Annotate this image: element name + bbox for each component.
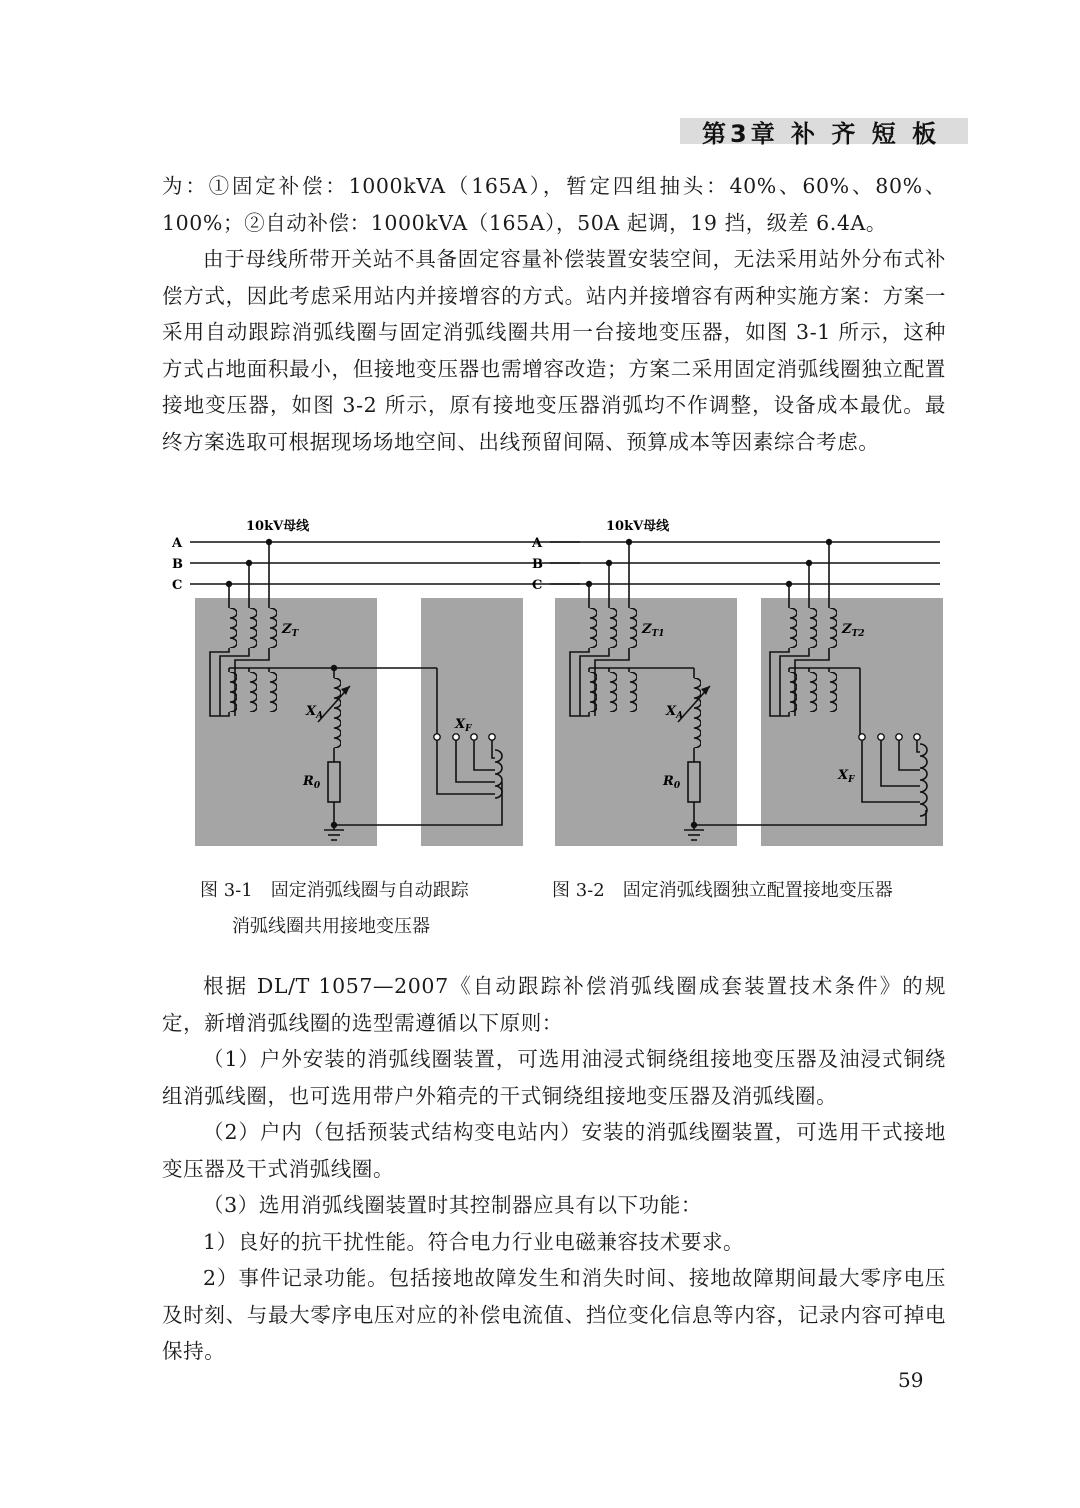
- label-zt2: $Z_{T2}$: [842, 622, 865, 639]
- body-text-top: [162, 168, 946, 460]
- bus-label: 10kV母线: [246, 519, 310, 534]
- phase-label-a: A: [172, 536, 183, 551]
- figure-3-1-caption-line1: 图 3-1 固定消弧线圈与自动跟踪: [200, 880, 469, 901]
- phase-label-b: B: [172, 557, 183, 572]
- figure-3-2: [531, 518, 943, 846]
- chapter-title: 第3章 补 齐 短 板: [702, 120, 941, 148]
- page-number: 59: [898, 1368, 924, 1392]
- label-xa: $X_A$: [306, 704, 324, 721]
- junction-dot: [226, 581, 232, 587]
- label-zt: $Z_T$: [282, 622, 299, 639]
- label-xf: $X_F$: [455, 717, 472, 734]
- label-xa: $X_A$: [666, 704, 684, 721]
- bus-label: 10kV母线: [606, 519, 670, 534]
- label-xf: $X_F$: [838, 768, 855, 785]
- paragraph: （2）户内（包括预装式结构变电站内）安装的消弧线圈装置，可选用干式接地变压器及干式消弧线圈。: [162, 1120, 946, 1181]
- paragraph: 2）事件记录功能。包括接地故障发生和消失时间、接地故障期间最大零序电压及时刻、与最大零序电压对应的补偿电流值、挡位变化信息等内容，记录内容可掉电保持。: [162, 1266, 946, 1363]
- circuit-figures: [0, 500, 1080, 920]
- figure-3-1-caption-line2: 消弧线圈共用接地变压器: [232, 916, 430, 937]
- junction-dot: [266, 539, 272, 545]
- paragraph: （3）选用消弧线圈装置时其控制器应具有以下功能：: [203, 1193, 702, 1217]
- label-r0: $R_0$: [663, 774, 681, 791]
- junction-dot: [331, 665, 337, 671]
- paragraph: 为：①固定补偿：1000kVA（165A），暂定四组抽头：40%、60%、80%、100%；②自动补偿：1000kVA（165A），50A 起调，19 挡，级差 6.4A。: [162, 174, 946, 235]
- junction-dot: [246, 560, 252, 566]
- label-r0: $R_0$: [303, 774, 321, 791]
- phase-label-c: C: [172, 578, 183, 593]
- phase-label-b: B: [532, 557, 543, 572]
- paragraph: 1）良好的抗干扰性能。符合电力行业电磁兼容技术要求。: [203, 1229, 745, 1254]
- figure-3-1: [171, 518, 580, 846]
- paragraph: 根据 DL/T 1057—2007《自动跟踪补偿消弧线圈成套装置技术条件》的规定，新增消弧线圈的选型需遵循以下原则：: [162, 974, 946, 1035]
- body-text-bottom: [162, 968, 946, 1370]
- paragraph: 由于母线所带开关站不具备固定容量补偿装置安装空间，无法采用站外分布式补偿方式，因此考虑采用站内并接增容的方式。站内并接增容有两种实施方案：方案一采用自动跟踪消弧线圈与固定消弧线圈共用一台接地变压器，如图 3-1 所示，这种方式占地面积最小，但接地变压器也需增容改造；方案二采用固定消弧线圈独立配置接地变压器，如图 3-2 所示，原有接地变压器消弧均不作调整，设备成本最优。最终方案选取可根据现场场地空间、出线预留间隔、预算成本等因素综合考虑。: [162, 247, 946, 454]
- figure-3-2-caption: 图 3-2 固定消弧线圈独立配置接地变压器: [552, 880, 893, 901]
- phase-label-c: C: [532, 578, 543, 593]
- phase-label-a: A: [532, 536, 543, 551]
- label-zt1: $Z_{T1}$: [642, 622, 665, 639]
- paragraph: （1）户外安装的消弧线圈装置，可选用油浸式铜绕组接地变压器及油浸式铜绕组消弧线圈，也可选用带户外箱壳的干式铜绕组接地变压器及消弧线圈。: [162, 1047, 946, 1108]
